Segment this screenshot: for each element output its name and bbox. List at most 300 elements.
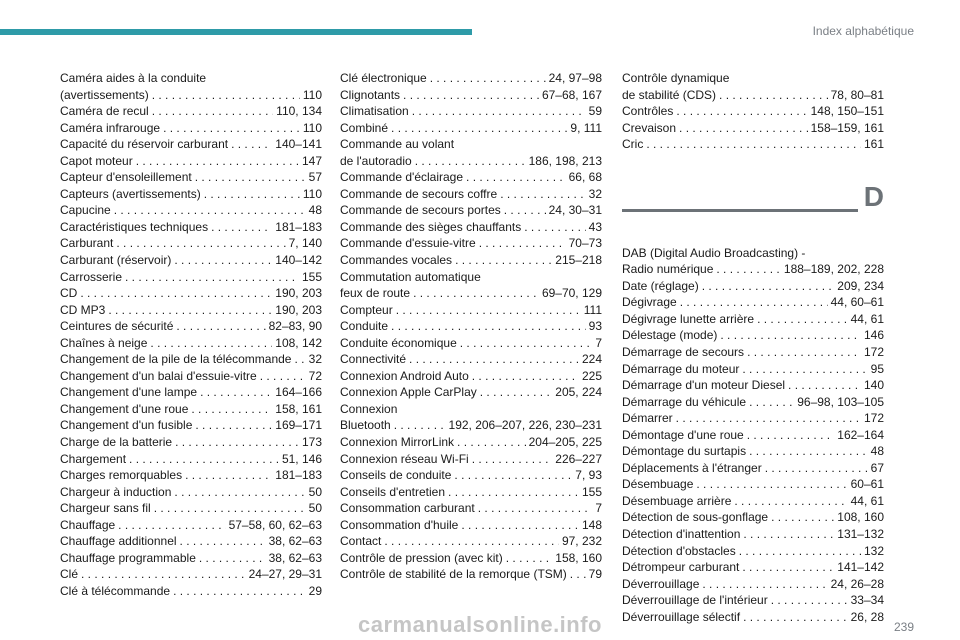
dot-leader [461,517,579,534]
index-entry [340,351,602,368]
dot-leader [175,434,299,451]
index-entry-label: Commande de secours portes [340,203,501,218]
dot-leader [174,484,305,501]
index-entry-row [622,361,884,378]
index-entry-row [340,533,602,550]
index-entry-label: Chauffage programmable [60,550,196,565]
dot-leader [448,484,579,501]
index-entry-row [340,318,602,335]
index-entry [622,509,884,526]
index-entry-label: Démarrage de secours [622,345,745,360]
index-entry-row [60,318,322,335]
index-entry-pages: 172 [863,345,884,360]
index-entry [340,235,602,252]
index-entry [60,451,322,468]
index-entry-label: de stabilité (CDS) [622,87,717,102]
index-entry-label: Consommation carburant [340,501,475,516]
index-entry-pages: 108, 142 [275,335,322,350]
index-entry-label: Commande d'éclairage [340,170,464,185]
index-entry-row [60,550,322,567]
dot-leader [384,533,559,550]
index-entry-pages: 7, 93 [575,468,602,483]
index-entry-label: Délestage (mode) [622,328,718,343]
index-entry-label: Chauffage additionnel [60,534,177,549]
index-entry-pages: 161 [863,137,884,152]
index-entry-pages: 24, 26–28 [830,576,884,591]
dot-leader [129,451,279,468]
dot-leader [747,427,835,444]
index-entry [622,311,884,328]
dot-leader [680,294,828,311]
index-entry [622,443,884,460]
index-entry-label: Capucine [60,203,111,218]
index-entry-label: Caractéristiques techniques [60,219,209,234]
dot-leader [80,285,272,302]
index-entry-row [340,434,602,451]
index-entry-row [622,278,884,295]
index-entry-pages: 70–73 [568,236,602,251]
index-entry-row [340,120,602,137]
index-entry-label: Déverrouillage [622,576,700,591]
index-entry-label: Détection de sous-gonflage [622,510,769,525]
index-entry-label: Changement d'un fusible [60,418,193,433]
index-entry-row [340,219,602,236]
index-entry-label: Compteur [340,302,393,317]
dot-leader [136,153,299,170]
index-entry-label: Commande des sièges chauffants [340,219,522,234]
index-entry [60,484,322,501]
index-entry-pages: 29 [308,583,322,598]
dot-leader [391,318,586,335]
index-entry-row [60,269,322,286]
index-entry [60,467,322,484]
index-entry-row [622,559,884,576]
dot-leader [676,103,807,120]
index-entry-label: Caméra de recul [60,104,149,119]
section-letter: D [863,180,884,212]
index-entry [622,394,884,411]
index-entry-row [60,186,322,203]
index-entry-label: Carburant (réservoir) [60,253,172,268]
index-entry [340,550,602,567]
index-entry-row [60,566,322,583]
index-entry [340,434,602,451]
dot-leader [480,384,553,401]
index-entry-label: Détrompeur carburant [622,560,740,575]
index-entry-heading: Caméra aides à la conduite [60,71,207,85]
index-entry-row [60,219,322,236]
index-entry-label: Charges remorquables [60,468,183,483]
index-entry-row [340,302,602,319]
index-entry-row [622,460,884,477]
index-entry-label: Désembuage arrière [622,493,732,508]
dot-leader [460,335,593,352]
index-entry-pages: 79 [588,567,602,582]
dot-leader [524,219,585,236]
index-entry-pages: 69–70, 129 [541,286,602,301]
dot-leader [702,278,835,295]
index-entry-pages: 108, 160 [837,510,884,525]
index-entry [340,368,602,385]
index-entry [60,252,322,269]
index-entry-pages: 110 [302,186,322,201]
index-entry [340,186,602,203]
dot-leader [391,120,567,137]
index-entry-row [622,136,884,153]
index-entry-pages: 33–34 [850,593,884,608]
index-entry [622,344,884,361]
index-entry-row [60,87,322,104]
index-entry-pages: 24, 30–31 [548,203,602,218]
index-entry-label: Démarrage du véhicule [622,394,747,409]
dot-leader [749,394,794,411]
index-entry [340,87,602,104]
index-entry-row [60,302,322,319]
index-group-c [622,70,884,153]
section-heading-d [622,180,884,245]
index-entry-pages: 32 [588,186,602,201]
index-entry-label: Changement de la pile de la télécommande [60,352,292,367]
index-entry-pages: 7, 140 [288,236,322,251]
index-entry [340,384,602,401]
index-entry-label: feux de route [340,286,411,301]
dot-leader [500,186,585,203]
index-entry-label: Dégivrage [622,295,677,310]
index-entry-label: Connexion Apple CarPlay [340,385,477,400]
dot-leader [114,202,306,219]
index-entry-label: Combiné [340,120,389,135]
index-entry-row [60,583,322,600]
index-entry-label: Changement d'une roue [60,401,189,416]
index-entry-label: Capteur d'ensoleillement [60,170,192,185]
index-entry-row [340,252,602,269]
index-entry-row [340,70,602,87]
index-entry-row [340,335,602,352]
index-entry-label: Conduite [340,319,389,334]
index-entry [622,327,884,344]
index-entry-pages: 7 [595,335,602,350]
index-entry [622,559,884,576]
dot-leader [403,87,539,104]
index-entry-label: Date (réglage) [622,278,699,293]
index-entry-heading: Commande au volant [340,137,455,152]
index-entry [622,427,884,444]
index-entry [60,120,322,137]
index-entry-row [622,410,884,427]
index-entry [60,103,322,120]
index-entry-pages: 66, 68 [568,170,602,185]
index-entry-row [622,261,884,278]
index-entry-pages: 59 [588,104,602,119]
index-entry-label: de l'autoradio [340,153,412,168]
index-entry-row [60,136,322,153]
index-entry-heading: Commutation automatique [340,269,481,284]
index-entry-pages: 173 [301,435,322,450]
index-entry-pages: 186, 198, 213 [528,153,602,168]
index-entry-pages: 48 [308,203,322,218]
index-entry-label: Désembuage [622,477,694,492]
index-entry-pages: 82–83, 90 [268,319,322,334]
index-entry-label: Conseils de conduite [340,468,452,483]
index-entry-heading: DAB (Digital Audio Broadcasting) - [622,245,806,260]
index-entry-label: Contact [340,534,382,549]
index-entry [622,136,884,153]
index-entry-label: Caméra infrarouge [60,120,161,135]
dot-leader [757,311,848,328]
index-entry-pages: 131–132 [837,527,884,542]
index-entry-label: Déverrouillage sélectif [622,609,741,624]
index-entry-pages: 57 [308,170,322,185]
index-entry [340,500,602,517]
index-entry-row [60,533,322,550]
index-entry-row [60,351,322,368]
index-entry [622,103,884,120]
dot-leader [472,368,579,385]
index-entry-pages: 38, 62–63 [268,534,322,549]
index-entry-pages: 78, 80–81 [830,87,884,102]
index-entry-pages: 97, 232 [561,534,602,549]
index-entry-row [340,153,602,170]
index-entry-label: Démarrage d'un moteur Diesel [622,378,786,393]
index-entry-label: Chargeur sans fil [60,501,151,516]
index-entry-pages: 215–218 [555,253,602,268]
dot-leader [195,417,272,434]
index-entry [60,153,322,170]
index-entry-pages: 38, 62–63 [268,550,322,565]
index-entry-row [622,592,884,609]
index-entry [622,120,884,137]
index-entry [622,543,884,560]
index-entry-label: Ceintures de sécurité [60,319,174,334]
index-column-2 [340,70,602,583]
index-entry-pages: 32 [308,352,322,367]
dot-leader [154,500,306,517]
index-entry-row [60,500,322,517]
index-entry-label: Clignotants [340,87,401,102]
dot-leader [118,517,225,534]
index-entry-label: Clé électronique [340,71,427,85]
index-entry-row [622,476,884,493]
dot-leader [413,285,539,302]
index-entry [60,401,322,418]
dot-leader [696,476,847,493]
dot-leader [204,186,300,203]
dot-leader [570,566,586,583]
index-entry [622,278,884,295]
index-entry-row [340,484,602,501]
index-entry-row [622,576,884,593]
index-entry-row [60,517,322,534]
index-entry-pages: 158, 160 [555,550,602,565]
index-entry-label: Contrôle de pression (avec kit) [340,550,503,565]
dot-leader [747,344,861,361]
index-entry-label: Détection d'inattention [622,527,741,542]
dot-leader [472,451,553,468]
index-entry [622,460,884,477]
index-entry-pages: 192, 206–207, 226, 230–231 [448,418,602,433]
index-entry-label: CD MP3 [60,302,106,317]
index-entry-row [340,202,602,219]
index-entry-row [340,285,602,302]
index-entry [60,285,322,302]
index-entry-label: Cric [622,137,644,152]
dot-leader [152,87,300,104]
index-entry-pages: 205, 224 [555,385,602,400]
index-entry-pages: 57–58, 60, 62–63 [228,517,322,532]
index-entry [60,368,322,385]
index-entry-label: Changement d'un balai d'essuie-vitre [60,368,257,383]
index-entry-pages: 9, 111 [570,120,602,135]
index-entry-label: Démontage du surtapis [622,444,747,459]
index-entry [60,384,322,401]
index-entry-label: Connexion réseau Wi-Fi [340,451,469,466]
index-entry-label: Clé à télécommande [60,583,171,598]
index-entry-label: Crevaison [622,120,677,135]
index-entry-pages: 50 [308,501,322,516]
index-entry [60,235,322,252]
index-entry [622,476,884,493]
index-entry [340,120,602,137]
index-entry-pages: 51, 146 [281,451,322,466]
dot-leader [211,219,272,236]
index-entry-label: Connexion Android Auto [340,368,469,383]
index-entry-pages: 96–98, 103–105 [797,394,884,409]
index-entry-row [60,417,322,434]
index-entry-pages: 110 [302,120,322,135]
index-entry-label: Chargeur à induction [60,484,172,499]
section-rule [622,209,858,212]
index-entry-row [60,285,322,302]
index-entry-row [340,103,602,120]
dot-leader [409,351,579,368]
index-entry [622,592,884,609]
index-entry-label: Chauffage [60,517,116,532]
index-entry [340,252,602,269]
index-entry-label: Connectivité [340,352,407,367]
dot-leader [742,361,867,378]
index-entry-row [60,120,322,137]
index-entry-pages: 67–68, 167 [541,87,602,102]
dot-leader [457,434,526,451]
index-entry-pages: 147 [301,153,322,168]
index-entry-pages: 172 [863,411,884,426]
dot-leader [646,136,861,153]
index-entry-label: Démarrage du moteur [622,361,740,376]
index-entry-row [340,368,602,385]
dot-leader [195,169,306,186]
index-entry-label: Contrôles [622,104,674,119]
dot-leader [180,533,266,550]
index-entry-label: Dégivrage lunette arrière [622,311,755,326]
index-entry-pages: 60–61 [850,477,884,492]
dot-leader [765,460,868,477]
index-entry [340,302,602,319]
index-entry [60,136,322,153]
index-group-d [622,245,884,626]
index-entry [340,318,602,335]
index-entry-row [622,443,884,460]
index-entry-label: Capot moteur [60,153,133,168]
dot-leader [191,401,272,418]
dot-leader [174,252,272,269]
index-entry-label: Déplacements à l'étranger [622,460,762,475]
index-entry [340,566,602,583]
index-entry-pages: 155 [301,269,322,284]
index-entry-label: Capacité du réservoir carburant [60,137,229,152]
index-entry-pages: 224 [581,352,602,367]
index-entry-row [60,202,322,219]
index-entry-pages: 67 [870,460,884,475]
index-entry-pages: 162–164 [837,427,884,442]
index-entry [622,294,884,311]
index-entry-row [622,311,884,328]
index-entry [60,434,322,451]
dot-leader [125,269,299,286]
index-entry-pages: 190, 203 [275,286,322,301]
index-entry-pages: 110, 134 [276,104,322,119]
index-entry-row [60,484,322,501]
index-entry-pages: 140–142 [275,253,322,268]
index-entry-pages: 146 [863,328,884,343]
index-entry-label: Commande d'essuie-vitre [340,236,476,251]
dot-leader [771,509,834,526]
index-entry [622,361,884,378]
index-entry-pages: 188–189, 202, 228 [783,262,884,277]
dot-leader [478,500,593,517]
index-entry [60,351,322,368]
index-entry-row [340,500,602,517]
page-title: Index alphabétique [812,24,914,38]
index-entry [60,318,322,335]
index-entry [340,103,602,120]
dot-leader [479,235,566,252]
index-entry [340,169,602,186]
index-entry-row [622,103,884,120]
dot-leader [506,550,553,567]
index-entry-pages: 169–171 [275,418,322,433]
index-entry-row [622,526,884,543]
index-entry-row [60,252,322,269]
dot-leader [231,136,272,153]
index-entry [340,269,602,302]
index-entry [60,186,322,203]
index-entry-row [622,344,884,361]
watermark: carmanualsonline.info [358,612,602,637]
index-entry-pages: 93 [588,319,602,334]
index-entry-label: (avertissements) [60,87,149,102]
index-entry [340,467,602,484]
index-entry-pages: 204–205, 225 [528,435,602,450]
index-entry [340,517,602,534]
index-entry-row [622,294,884,311]
index-entry-row [340,451,602,468]
index-entry-label: CD [60,286,78,301]
index-entry [340,335,602,352]
index-entry-pages: 44, 61 [850,311,884,326]
index-entry-row [340,550,602,567]
index-entry-label: Connexion MirrorLink [340,435,455,450]
index-entry-row [340,417,602,434]
index-entry [60,550,322,567]
dot-leader [466,169,566,186]
index-entry-pages: 7 [595,501,602,516]
index-entry-label: Déverrouillage de l'intérieur [622,593,768,608]
index-entry-pages: 43 [588,219,602,234]
index-entry-row [60,401,322,418]
index-entry [60,269,322,286]
index-entry [60,583,322,600]
index-entry-row [340,87,602,104]
